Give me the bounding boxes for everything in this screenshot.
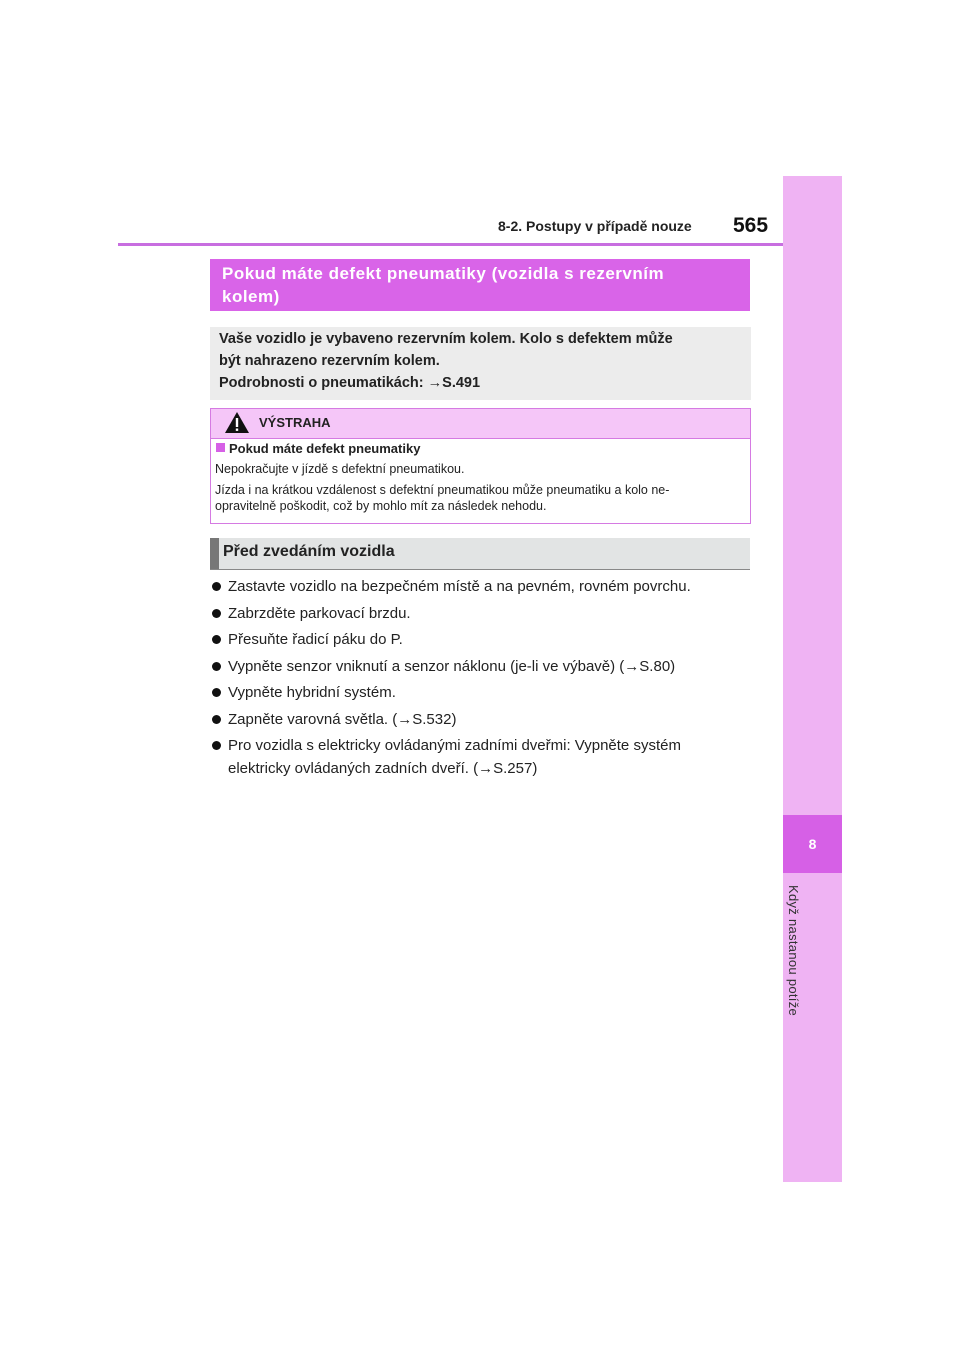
bullet-icon: [212, 609, 221, 618]
bullet-icon: [212, 635, 221, 644]
section-title: 8-2. Postupy v případě nouze: [498, 218, 692, 234]
chapter-side-tab: [783, 176, 842, 1182]
section-heading-line-2: kolem): [222, 287, 280, 306]
list-item: Zabrzděte parkovací brzdu.: [228, 605, 411, 622]
bullet-icon: [212, 741, 221, 750]
chapter-title: Když nastanou potíže: [786, 885, 801, 1017]
list-item: Vypněte senzor vniknutí a senzor náklonu (je-li ve výbavě) (→S.80): [228, 658, 676, 675]
intro-line-2: být nahrazeno rezervním kolem.: [219, 353, 440, 369]
list-item: Zapněte varovná světla. (→S.532): [228, 711, 457, 728]
bullet-icon: [212, 662, 221, 671]
section-heading-line-1: Pokud máte defekt pneumatiky (vozidla s rezervním: [222, 264, 665, 283]
list-item-continuation: elektricky ovládaných zadních dveří. (→S.257): [228, 760, 538, 777]
intro-line-3: Podrobnosti o pneumatikách: →S.491: [219, 375, 481, 391]
warning-text-line-1: Nepokračujte v jízdě s defektní pneumatikou.: [215, 462, 465, 476]
subsection-divider: [210, 569, 750, 570]
list-item: Zastavte vozidlo na bezpečném místě a na pevném, rovném povrchu.: [228, 578, 691, 595]
warning-triangle-icon: [224, 411, 250, 434]
header-divider: [118, 243, 783, 246]
bullet-icon: [212, 688, 221, 697]
square-bullet-icon: [216, 443, 225, 452]
page-number: 565: [733, 214, 769, 237]
bullet-icon: [212, 582, 221, 591]
list-item: Přesuňte řadicí páku do P.: [228, 631, 403, 648]
list-item: Vypněte hybridní systém.: [228, 684, 396, 701]
warning-text-line-2: Jízda i na krátkou vzdálenost s defektní pneumatikou může pneumatiku a kolo ne-: [215, 483, 670, 497]
chapter-number: 8: [808, 836, 817, 852]
intro-line-1: Vaše vozidlo je vybaveno rezervním kolem. Kolo s defektem může: [219, 331, 673, 347]
subsection-heading-accent: [210, 538, 219, 569]
section-heading: [222, 262, 742, 308]
bullet-icon: [212, 715, 221, 724]
warning-title: VÝSTRAHA: [259, 415, 331, 430]
warning-text-line-3: opravitelně poškodit, což by mohlo mít za následek nehodu.: [215, 499, 547, 513]
warning-subheading: Pokud máte defekt pneumatiky: [229, 441, 421, 456]
subsection-heading: Před zvedáním vozidla: [223, 543, 395, 560]
list-item: Pro vozidla s elektricky ovládanými zadními dveřmi: Vypněte systém: [228, 737, 681, 754]
